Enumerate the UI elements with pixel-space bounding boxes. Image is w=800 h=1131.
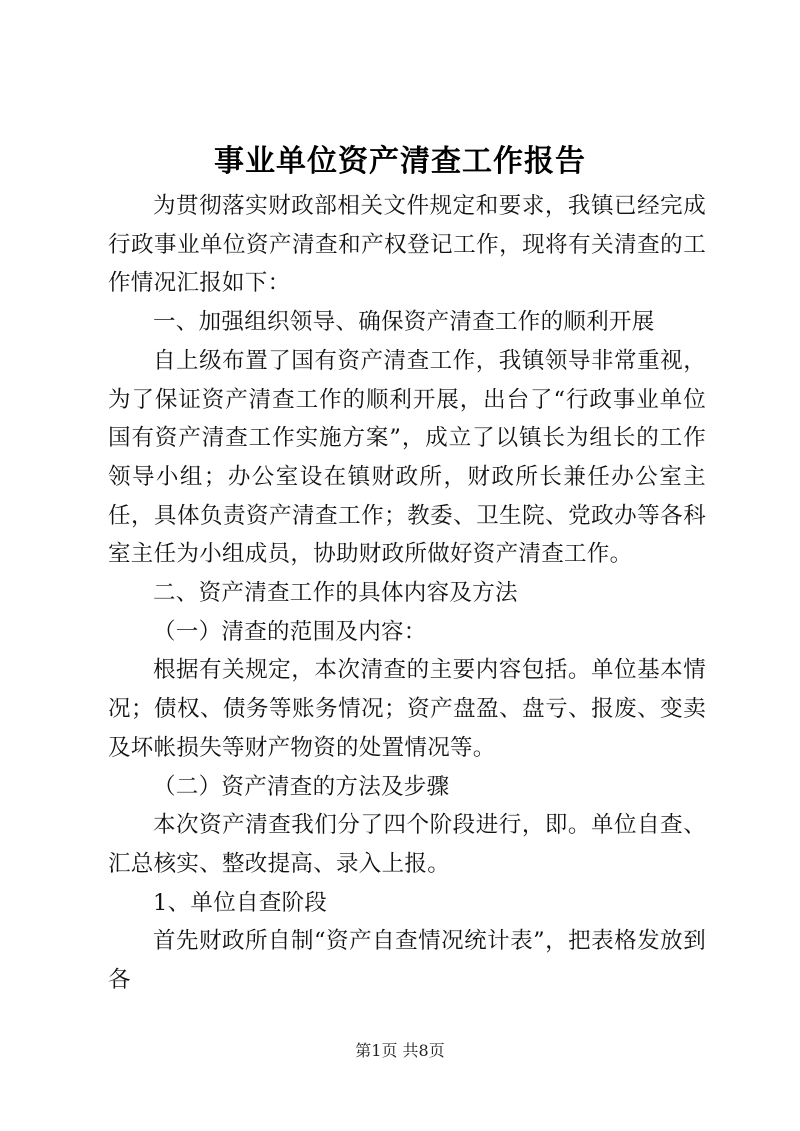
section-heading-2: 二、资产清查工作的具体内容及方法 bbox=[153, 580, 518, 607]
document-title: 事业单位资产清查工作报告 bbox=[214, 144, 586, 179]
page-footer: 第1页 共8页 bbox=[355, 1041, 445, 1060]
step-heading-1: 1、单位自查阶段 bbox=[153, 889, 328, 916]
subsection-heading-2: （二）资产清查的方法及步骤 bbox=[153, 773, 450, 800]
subsection-1-paragraph: 根据有关规定，本次清查的主要内容包括。单位基本情况；债权、债务等账务情况；资产盘盈、盘亏、报废、变卖及坏帐损失等财产物资的处置情况等。 bbox=[108, 657, 706, 761]
intro-paragraph: 为贯彻落实财政部相关文件规定和要求，我镇已经完成行政事业单位资产清查和产权登记工作，现将有关清查的工作情况汇报如下： bbox=[108, 193, 706, 297]
subsection-2-paragraph: 本次资产清查我们分了四个阶段进行，即。单位自查、汇总核实、整改提高、录入上报。 bbox=[108, 812, 706, 877]
section-1-paragraph: 自上级布置了国有资产清查工作，我镇领导非常重视，为了保证资产清查工作的顺利开展，出台了“行政事业单位国有资产清查工作实施方案”，成立了以镇长为组长的工作领导小组；办公室设在镇财政所，财政所长兼任办公室主任，具体负责资产清查工作；教委、卫生院、党政办等各科室主任为小组成员，协助财政所做好资产清查工作。 bbox=[108, 347, 706, 568]
step-1-paragraph: 首先财政所自制“资产自查情况统计表”，把表格发放到各 bbox=[108, 928, 706, 994]
document-body bbox=[108, 187, 706, 1000]
subsection-heading-1: （一）清查的范围及内容： bbox=[153, 618, 427, 645]
section-heading-1: 一、加强组织领导、确保资产清查工作的顺利开展 bbox=[153, 309, 655, 336]
